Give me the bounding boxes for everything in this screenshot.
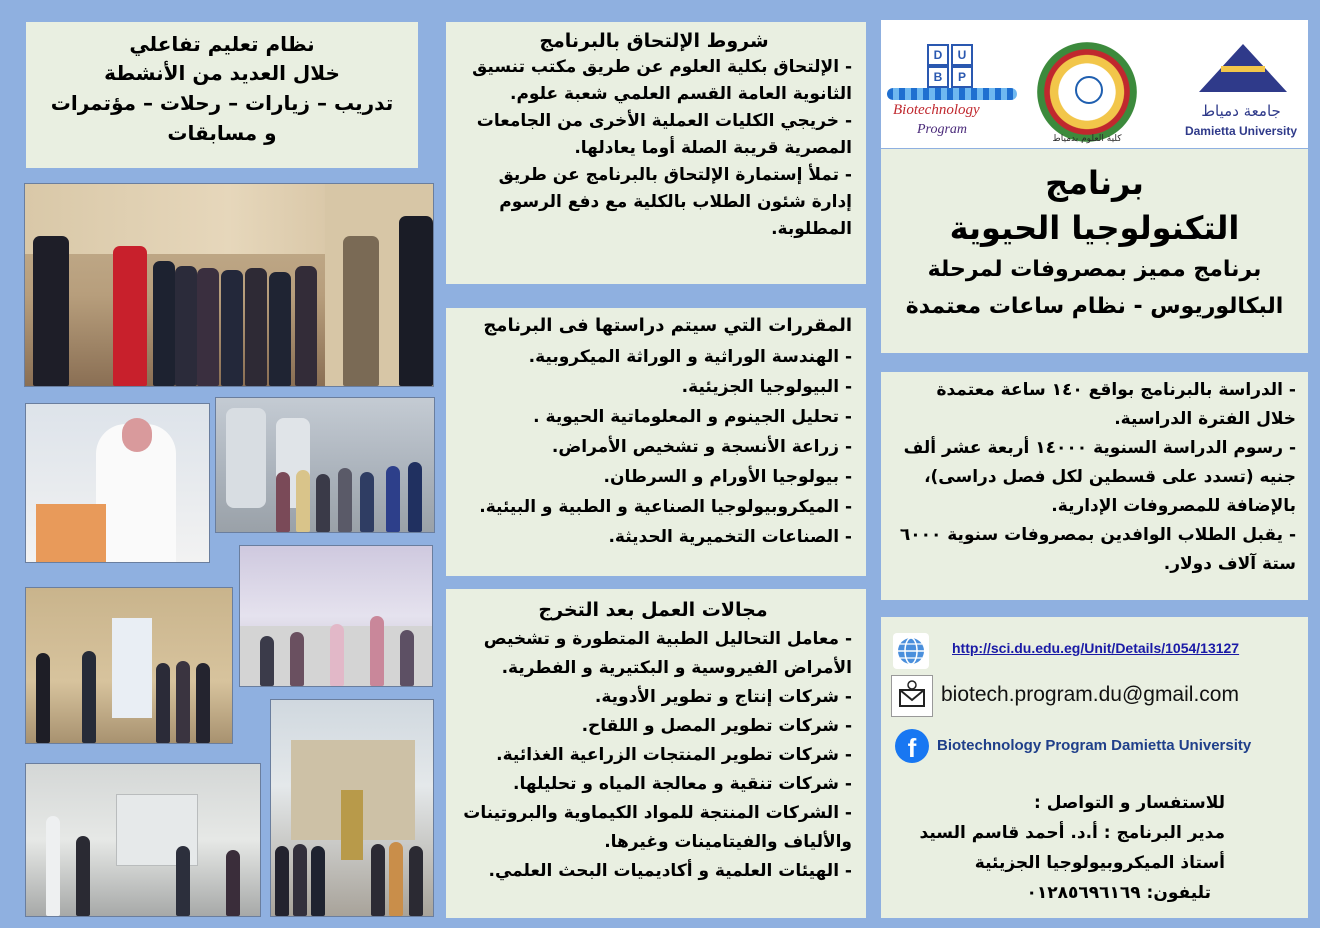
biotech-logo-line2: Program (917, 122, 968, 137)
program-subtitle-line1: برنامج مميز بمصروفات لمرحلة (927, 257, 1262, 282)
logos-panel (881, 20, 1308, 148)
activities-line2: خلال العديد من الأنشطة (104, 61, 340, 85)
program-title-line2: التكنولوجيا الحيوية (949, 209, 1240, 247)
biotech-program-logo (887, 44, 1017, 144)
program-panel (881, 149, 1308, 353)
activities-line4: و مسابقات (167, 121, 277, 145)
careers-panel (446, 589, 866, 918)
faculty-building-photo (270, 699, 434, 917)
admission-panel (446, 22, 866, 284)
list-item: - خريجي الكليات العملية الأخرى من الجامعات المصرية قريبة الصلة أوما يعادلها. (476, 111, 852, 158)
globe-icon (893, 633, 929, 669)
list-item: - رسوم الدراسة السنوية ١٤٠٠٠ أربعة عشر ألف جنيه (تسدد على قسطين لكل فصل دراسى)، بالإضافة للمصروفات الإدارية. (903, 438, 1296, 516)
fees-list (893, 376, 1296, 579)
list-item: - شركات تطوير المنتجات الزراعية الغذائية. (496, 745, 852, 765)
list-item: - شركات تطوير المصل و اللقاح. (581, 716, 852, 736)
list-item: - تحليل الجينوم و المعلوماتية الحيوية . (533, 407, 852, 427)
list-item: - معامل التحاليل الطبية المتطورة و تشخيص الأمراض الفيروسية و البكتيرية و الفطرية. (483, 629, 852, 678)
lab-visit-photo (25, 763, 261, 917)
activities-line1: نظام تعليم تفاعلي (129, 32, 315, 56)
factory-visit-photo (215, 397, 435, 533)
logo-letter: D (927, 44, 949, 66)
director-position: أستاذ الميكروبيولوجيا الجزيئية (974, 853, 1225, 873)
careers-title: مجالات العمل بعد التخرج (538, 599, 768, 621)
list-item: - شركات تنقية و معالجة المياه و تحليلها. (512, 774, 852, 794)
dna-strand-icon (887, 88, 1017, 100)
inquiry-label: للاستفسار و التواصل : (1033, 793, 1225, 813)
list-item: - الصناعات التخميرية الحديثة. (608, 527, 852, 547)
activities-line3: تدريب – زيارات – رحلات – مؤتمرات (50, 91, 394, 115)
group-photo (24, 183, 434, 387)
list-item: - الهيئات العلمية و أكاديميات البحث العلمي. (488, 861, 852, 881)
list-item: - شركات إنتاج و تطوير الأدوية. (594, 687, 852, 707)
program-title-line1: برنامج (1045, 164, 1144, 202)
activities-panel (26, 22, 418, 168)
website-link[interactable]: http://sci.du.edu.eg/Unit/Details/1054/13127 (952, 640, 1240, 656)
lab-photo (25, 403, 210, 563)
exhibition-photo (25, 587, 233, 744)
program-subtitle-line2: البكالوريوس - نظام ساعات معتمدة (905, 294, 1284, 319)
lecture-photo (239, 545, 433, 687)
courses-list (454, 342, 852, 552)
university-english-name: Damietta University (1184, 124, 1298, 138)
logo-letter: B (927, 66, 949, 88)
list-item: - الدراسة بالبرنامج بواقع ١٤٠ ساعة معتمدة خلال الفترة الدراسية. (936, 380, 1296, 429)
list-item: - البيولوجيا الجزيئية. (681, 377, 852, 397)
list-item: - يقبل الطلاب الوافدين بمصروفات سنوية ٦٠٠٠ ستة آلاف دولار. (899, 525, 1296, 574)
admission-title: شروط الإلتحاق بالبرنامج (539, 30, 769, 52)
courses-title: المقررات التي سيتم دراستها فى البرنامج (483, 315, 852, 336)
email-link[interactable]: biotech.program.du@gmail.com (941, 683, 1239, 706)
list-item: - تملأ إستمارة الإلتحاق بالبرنامج عن طريق إدارة شئون الطلاب بالكلية مع دفع الرسوم المطلوبة. (498, 165, 852, 239)
university-arabic-name: جامعة دمياط (1201, 102, 1281, 120)
list-item: - الهندسة الوراثية و الوراثة الميكروبية. (528, 347, 852, 367)
courses-panel (446, 308, 866, 576)
list-item: - الشركات المنتجة للمواد الكيماوية والبروتينات والألياف والفيتامينات وغيرها. (463, 803, 852, 852)
faculty-of-science-logo (1037, 42, 1137, 142)
list-item: - الإلتحاق بكلية العلوم عن طريق مكتب تنسيق الثانوية العامة القسم العلمي شعبة علوم. (472, 57, 852, 104)
faculty-logo-text: كلية العلوم بدمياط (1052, 134, 1122, 144)
admission-list (456, 54, 852, 243)
damietta-university-logo (1177, 44, 1305, 144)
director-name: مدير البرنامج : أ.د. أحمد قاسم السيد (919, 823, 1225, 843)
careers-list (454, 625, 852, 886)
list-item: - بيولوجيا الأورام و السرطان. (603, 467, 852, 487)
phone-number: تليفون: ٠١٢٨٥٦٩٦١٦٩ (1026, 883, 1211, 903)
biotech-logo-line1: Biotechnology (893, 102, 980, 118)
logo-letter: P (951, 66, 973, 88)
list-item: - زراعة الأنسجة و تشخيص الأمراض. (551, 437, 852, 457)
facebook-link[interactable]: Biotechnology Program Damietta University (937, 737, 1252, 754)
logo-letter: U (951, 44, 973, 66)
facebook-icon: f (895, 729, 929, 763)
fees-panel (881, 372, 1308, 600)
atom-icon (1075, 76, 1103, 104)
contact-panel (881, 617, 1308, 918)
list-item: - الميكروبيولوجيا الصناعية و الطبية و البيئية. (479, 497, 852, 517)
email-icon (891, 675, 933, 717)
